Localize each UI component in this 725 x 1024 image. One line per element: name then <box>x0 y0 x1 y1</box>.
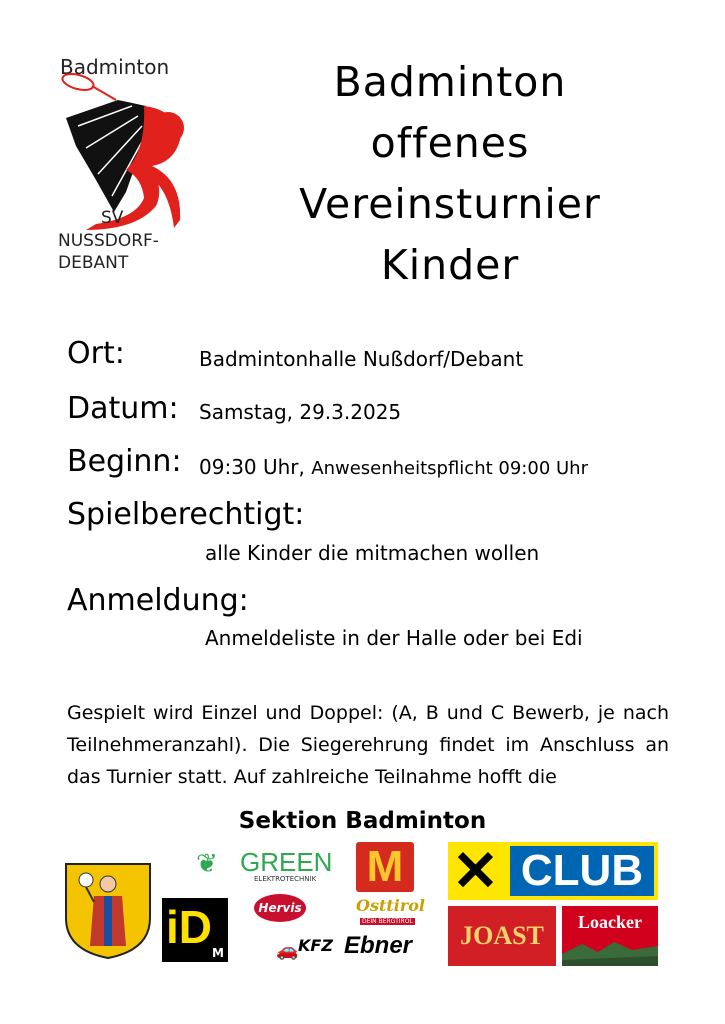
label-spielberechtigt: Spielberechtigt: <box>67 497 305 532</box>
idm-sublabel: M <box>212 946 224 960</box>
label-beginn: Beginn: <box>67 444 182 479</box>
club-logo-name <box>58 230 159 274</box>
idm-label: iD <box>166 901 212 953</box>
car-icon: 🚗 <box>276 940 299 961</box>
body-paragraph: Gespielt wird Einzel und Doppel: (A, B und C Bewerb, je nach Teilnehmeranzahl). Die Siegerehrung findet im Anschluss an das Turnier statt. Auf zahlreiche Teilnahme hofft die <box>67 702 669 788</box>
badminton-player-icon <box>56 70 196 235</box>
club-logo-line2: DEBANT <box>58 253 129 273</box>
value-beginn-note: Anwesenheitspflicht 09:00 Uhr <box>311 458 588 479</box>
green-sublabel: ELEKTROTECHNIK <box>254 875 317 883</box>
club-box <box>510 846 654 896</box>
kfz-label: KFZ <box>298 936 333 955</box>
value-beginn <box>199 455 588 479</box>
club-logo-line1: NUSSDORF- <box>58 231 159 251</box>
club-logo <box>56 50 196 275</box>
club-label: CLUB <box>520 846 644 895</box>
sponsor-raiffeisen-club <box>448 839 658 902</box>
title-line-4: Kinder <box>380 241 520 289</box>
mountain-icon <box>562 940 658 966</box>
osttirol-label: Osttirol <box>356 896 425 915</box>
sponsor-loacker <box>562 906 658 966</box>
value-ort: Badmintonhalle Nußdorf/Debant <box>199 347 524 371</box>
title-line-3: Vereinsturnier <box>299 180 601 228</box>
club-logo-sv: SV <box>101 208 124 228</box>
coat-of-arms-icon <box>64 862 152 960</box>
sponsor-green <box>196 845 332 885</box>
sponsor-kfz-ebner <box>276 930 436 964</box>
label-datum: Datum: <box>67 391 179 426</box>
sponsor-heading: Sektion Badminton <box>238 808 487 834</box>
hervis-label: Hervis <box>258 901 302 915</box>
label-anmeldung: Anmeldung: <box>67 583 249 618</box>
page-title <box>265 52 635 296</box>
mcdonalds-arches: M <box>366 842 404 891</box>
label-ort: Ort: <box>67 336 125 371</box>
osttirol-sublabel: DEIN BERGTIROL <box>362 918 413 925</box>
ebner-label: Ebner <box>344 932 413 959</box>
value-spielberechtigt: alle Kinder die mitmachen wollen <box>205 541 540 565</box>
club-logo-top-text: Badminton <box>60 55 170 79</box>
joast-label: JOAST <box>460 921 544 950</box>
sponsor-mcdonalds <box>356 842 414 892</box>
green-leaf-icon: ❦ <box>196 849 218 879</box>
sponsor-hervis <box>254 894 306 922</box>
title-line-2: offenes <box>370 119 530 167</box>
value-beginn-time: 09:30 Uhr, <box>199 455 305 479</box>
sponsor-osttirol <box>352 896 425 930</box>
title-line-1: Badminton <box>333 58 567 106</box>
raiffeisen-cross-icon: ✕ <box>452 839 499 902</box>
loacker-label: Loacker <box>578 912 642 932</box>
green-label: GREEN <box>240 847 333 877</box>
value-anmeldung: Anmeldeliste in der Halle oder bei Edi <box>205 626 583 650</box>
sponsor-idm <box>162 898 228 962</box>
value-datum: Samstag, 29.3.2025 <box>199 400 402 424</box>
sponsor-joast <box>448 906 556 966</box>
